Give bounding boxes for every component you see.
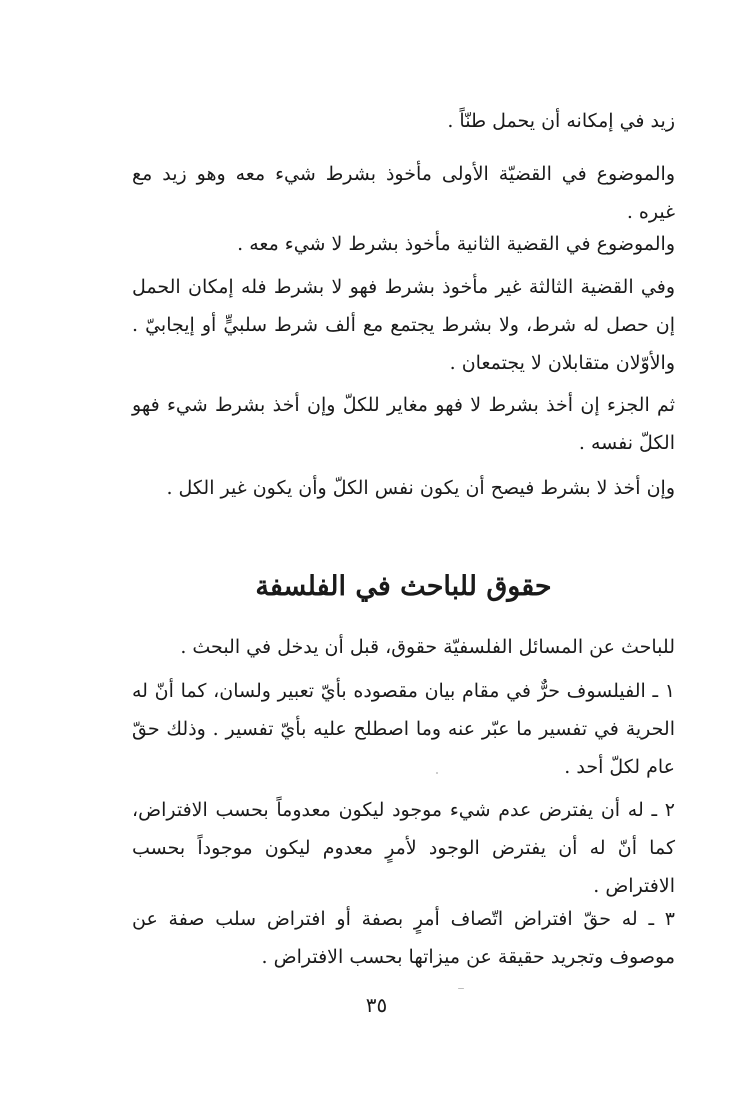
paragraph: والموضوع في القضيّة الأولى مأخوذ بشرط شيء معه وهو زيد مع غيره . (132, 163, 675, 223)
paragraph: والموضوع في القضية الثانية مأخوذ بشرط لا شيء معه . (237, 233, 675, 255)
numbered-item: ١ ـ الفيلسوف حرٌّ في مقام بيان مقصوده بأيّ تعبير ولسان، كما أنّ له الحرية في تفسير ما عبّر عنه وما اصطلح عليه بأيّ تفسير . وذلك حقّ عام لكلّ أحد . (132, 680, 676, 778)
numbered-item: ٢ ـ له أن يفترض عدم شيء موجود ليكون معدوماً بحسب الافتراض، كما أنّ له أن يفترض الوجود لأمرٍ معدوم ليكون موجوداً بحسب الافتراض . (132, 799, 675, 897)
paragraph: زيد في إمكانه أن يحمل طنّاً . (447, 110, 675, 132)
paper-speck (436, 772, 438, 774)
paragraph: وفي القضية الثالثة غير مأخوذ بشرط فهو لا بشرط فله إمكان الحمل إن حصل له شرط، ولا بشرط يجتمع مع ألف شرط سلبيٍّ أو إيجابيّ . والأوّلان متقابلان لا يجتمعان . (132, 276, 675, 374)
paragraph: ثم الجزء إن أخذ بشرط لا فهو مغاير للكلّ وإن أخذ بشرط شيء فهو الكلّ نفسه . (132, 394, 675, 454)
page-number: ٣٥ (365, 993, 388, 1017)
section-heading: حقوق للباحث في الفلسفة (255, 571, 552, 602)
paragraph: وإن أخذ لا بشرط فيصح أن يكون نفس الكلّ وأن يكون غير الكل . (166, 477, 675, 499)
intro-paragraph: للباحث عن المسائل الفلسفيّة حقوق، قبل أن يدخل في البحث . (180, 636, 675, 658)
numbered-item: ٣ ـ له حقّ افتراض اتّصاف أمرٍ بصفة أو افتراض سلب صفة عن موصوف وتجريد حقيقة عن ميزاتها بحسب الافتراض . (132, 908, 675, 968)
paper-speck (458, 988, 464, 989)
